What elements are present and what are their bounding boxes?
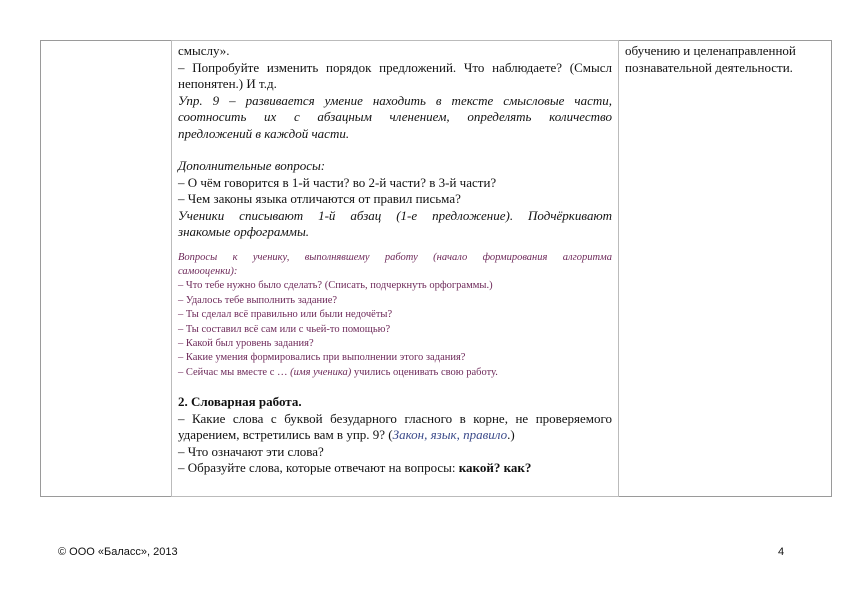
question-item: – Что тебе нужно было сделать? (Списать, подчеркнуть орфограммы.) — [178, 280, 493, 292]
table-cell-right — [619, 40, 832, 497]
text-line — [178, 427, 612, 444]
text-line: познавательной деятельности. — [625, 59, 793, 75]
text-line: – Попробуйте изменить порядок предложений. Что наблюдаете? (Смысл — [178, 59, 612, 75]
self-assessment-intro: Вопросы к ученику, выполнявшему работу (начало формирования алгоритма — [178, 251, 612, 263]
question-item: – Какие умения формировались при выполнении этого задания? — [178, 352, 466, 364]
exercise-note: предложений в каждой части. — [178, 125, 350, 141]
question-item — [178, 366, 612, 380]
section-title: 2. Словарная работа. — [178, 394, 302, 410]
question-item: – Ты составил всё сам или с чьей-то помощью? — [178, 323, 391, 335]
table-cell-left — [40, 40, 171, 497]
lesson-table — [40, 40, 832, 497]
text-line: смыслу». — [178, 43, 230, 58]
copyright-footer: © ООО «Баласс», 2013 — [58, 546, 178, 558]
placeholder-text: (имя ученика) — [290, 366, 352, 378]
text-line: – Что означают эти слова? — [178, 443, 324, 459]
question-text: – Сейчас мы вместе с … — [178, 366, 291, 378]
bold-questions: какой? как? — [458, 460, 532, 476]
text-line: – О чём говорится в 1-й части? во 2-й части? в 3-й части? — [178, 174, 497, 190]
section-heading: Дополнительные вопросы: — [178, 158, 326, 173]
page-number: 4 — [778, 546, 785, 558]
text-span: .) — [507, 427, 515, 443]
question-item: – Удалось тебе выполнить задание? — [178, 294, 338, 306]
text-line: непонятен.) И т.д. — [178, 76, 277, 91]
exercise-note: Упр. 9 – развивается умение находить в тексте смысловые части, — [178, 92, 612, 108]
text-line — [178, 460, 612, 477]
exercise-note: соотносить их с абзацным членением, определять количество — [178, 109, 612, 124]
question-item: – Какой был уровень задания? — [178, 337, 314, 349]
instruction-line: знакомые орфограммы. — [178, 224, 310, 239]
text-line: – Чем законы языка отличаются от правил письма? — [178, 191, 461, 206]
self-assessment-intro: самооценки): — [178, 265, 238, 277]
instruction-line: Ученики списывают 1-й абзац (1-е предложение). Подчёркивают — [178, 207, 612, 223]
question-item: – Ты сделал всё правильно или были недочёты? — [178, 309, 393, 321]
text-span: ударением, встретились вам в упр. 9? ( — [178, 427, 393, 443]
answer-text: Закон, язык, правило — [392, 427, 508, 443]
text-line: – Какие слова с буквой безударного гласного в корне, не проверяемого — [178, 410, 612, 426]
question-text: учились оценивать свою работу. — [351, 366, 498, 378]
text-line: обучению и целенаправленной — [625, 43, 796, 58]
table-cell-content — [171, 40, 619, 497]
text-span: – Образуйте слова, которые отвечают на вопросы: — [178, 460, 459, 476]
